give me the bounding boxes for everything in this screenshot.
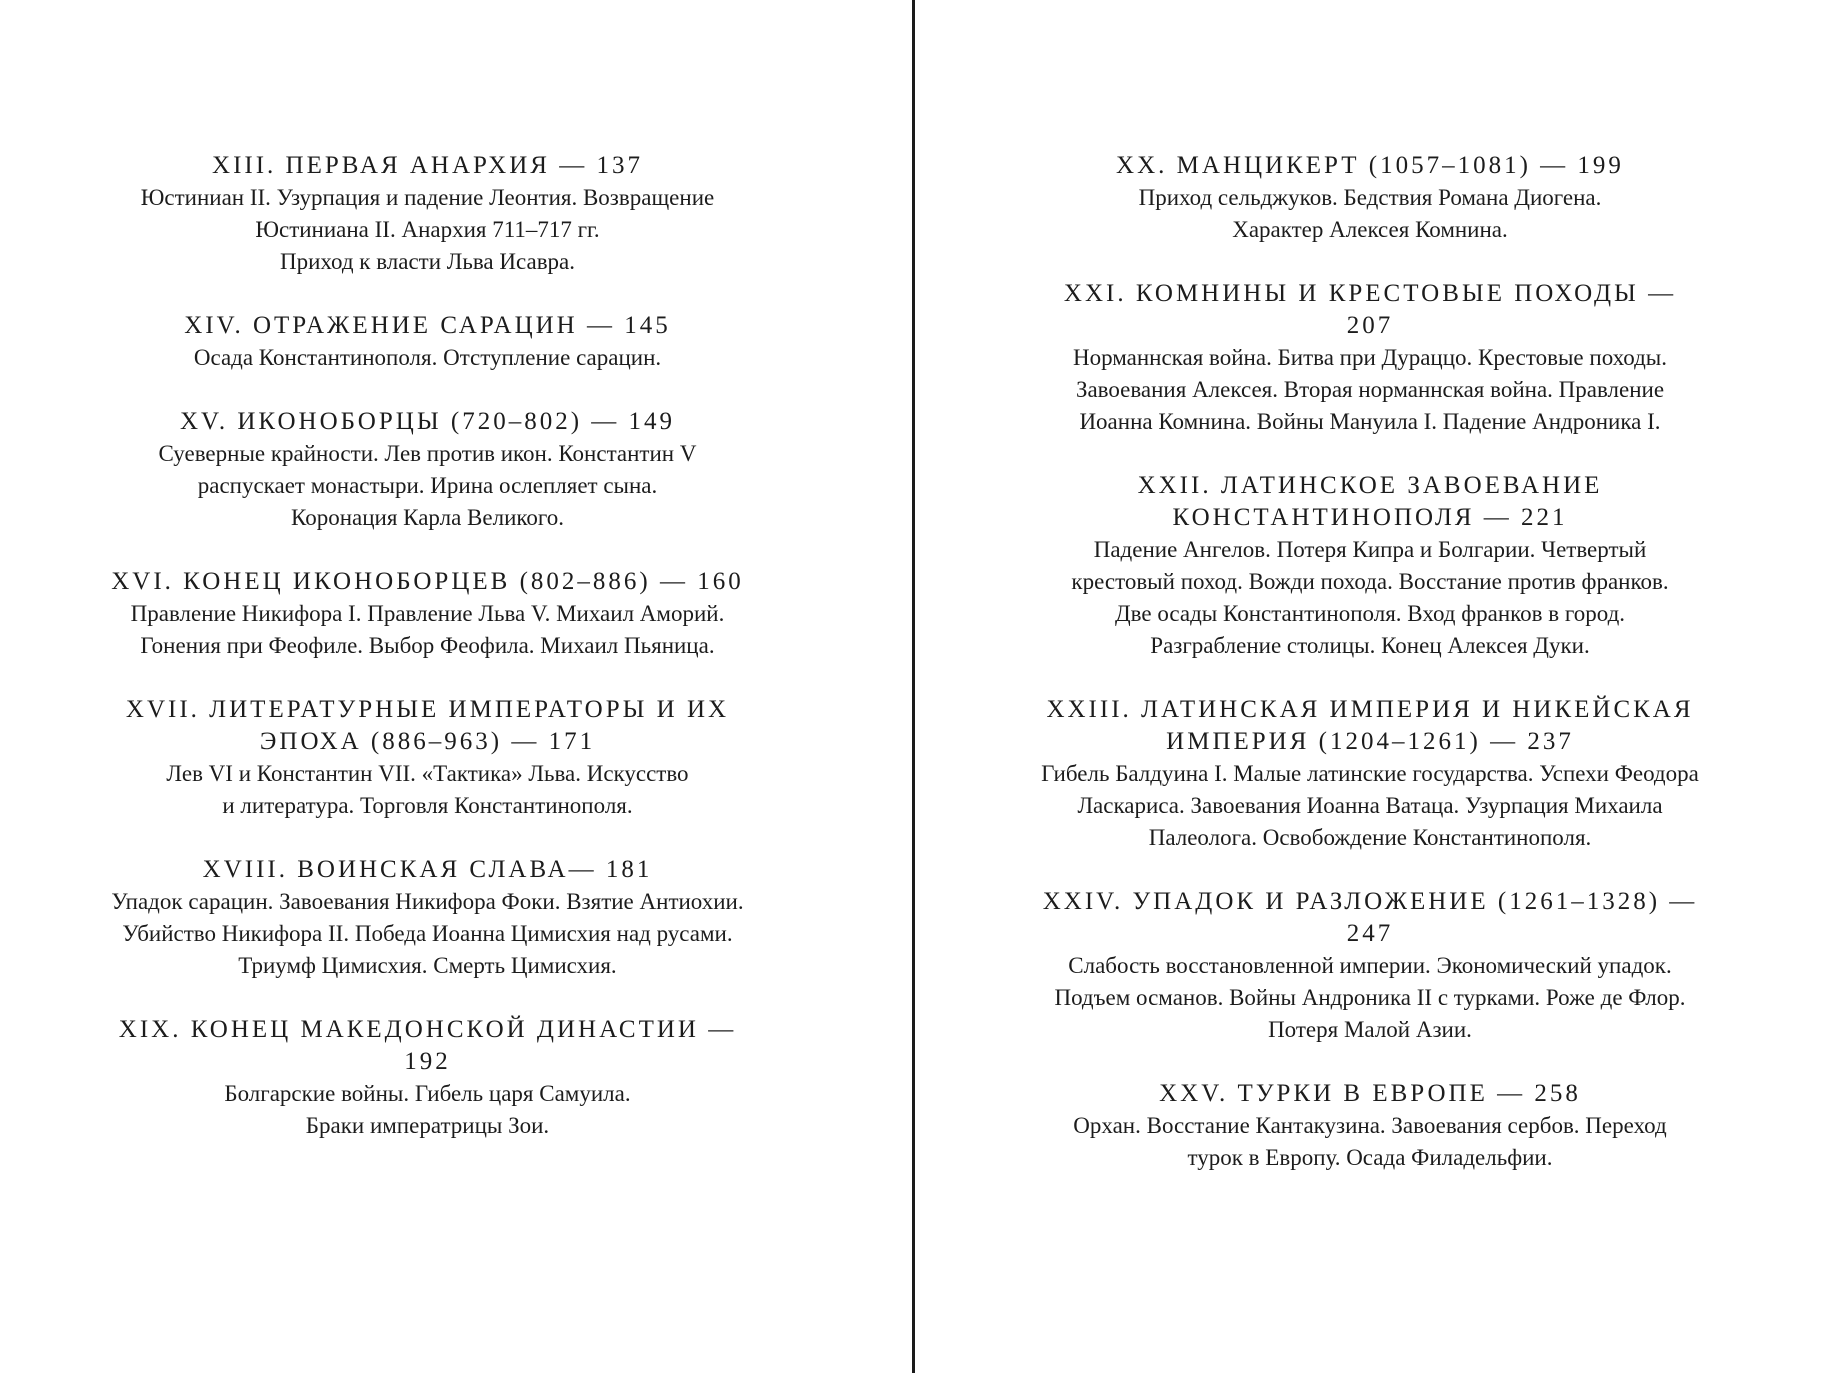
heading-line: XV. ИКОНОБОРЦЫ (720–802) — 149: [179, 408, 676, 435]
description-line: Орхан. Восстание Кантакузина. Завоевания сербов. Переход: [1073, 1113, 1667, 1138]
chapter-heading: [1020, 278, 1720, 342]
chapter-heading: [100, 310, 755, 342]
heading-line: ЭПОХА (886–963) — 171: [259, 728, 596, 755]
chapter-description: [1020, 1110, 1720, 1174]
chapter-description: [1020, 182, 1720, 246]
chapter-description: [100, 342, 755, 374]
description-line: Гибель Балдуина I. Малые латинские государства. Успехи Феодора: [1041, 761, 1699, 786]
chapter-heading: [100, 1014, 755, 1078]
chapter-entry: [1020, 278, 1720, 438]
heading-line: XIII. ПЕРВАЯ АНАРХИЯ — 137: [212, 152, 643, 179]
description-line: Потеря Малой Азии.: [1268, 1017, 1472, 1042]
description-line: Болгарские войны. Гибель царя Самуила.: [224, 1081, 631, 1106]
heading-line: XVI. КОНЕЦ ИКОНОБОРЦЕВ (802–886) — 160: [111, 568, 744, 595]
chapter-entry: [100, 1014, 755, 1142]
description-line: Правление Никифора I. Правление Льва V. Михаил Аморий.: [130, 601, 725, 626]
right-page: [1020, 150, 1720, 1206]
chapter-heading: [1020, 1078, 1720, 1110]
description-line: Убийство Никифора II. Победа Иоанна Цимисхия над русами.: [122, 921, 733, 946]
description-line: Разграбление столицы. Конец Алексея Дуки.: [1150, 633, 1590, 658]
heading-line: XXII. ЛАТИНСКОЕ ЗАВОЕВАНИЕ: [1137, 472, 1603, 499]
description-line: Две осады Константинополя. Вход франков в город.: [1114, 601, 1626, 626]
heading-line: 247: [1346, 920, 1394, 947]
heading-line: XIX. КОНЕЦ МАКЕДОНСКОЙ ДИНАСТИИ —: [118, 1016, 737, 1043]
chapter-description: [100, 1078, 755, 1142]
description-line: Характер Алексея Комнина.: [1232, 217, 1508, 242]
description-line: Юстиниан II. Узурпация и падение Леонтия. Возвращение: [140, 185, 715, 210]
chapter-heading: [1020, 470, 1720, 534]
chapter-entry: [1020, 1078, 1720, 1174]
chapter-heading: [100, 694, 755, 758]
heading-line: XVII. ЛИТЕРАТУРНЫЕ ИМПЕРАТОРЫ И ИХ: [125, 696, 730, 723]
chapter-entry: [1020, 886, 1720, 1046]
chapter-heading: [100, 150, 755, 182]
chapter-entry: [1020, 470, 1720, 662]
chapter-entry: [100, 406, 755, 534]
chapter-heading: [1020, 150, 1720, 182]
chapter-entry: [100, 566, 755, 662]
description-line: Завоевания Алексея. Вторая норманнская война. Правление: [1075, 377, 1665, 402]
description-line: Суеверные крайности. Лев против икон. Константин V: [158, 441, 697, 466]
chapter-entry: [100, 310, 755, 374]
description-line: Норманнская война. Битва при Дураццо. Крестовые походы.: [1072, 345, 1667, 370]
heading-line: 207: [1346, 312, 1394, 339]
heading-line: XXV. ТУРКИ В ЕВРОПЕ — 258: [1159, 1080, 1581, 1107]
chapter-entry: [100, 854, 755, 982]
chapter-description: [100, 758, 755, 822]
chapter-description: [1020, 758, 1720, 854]
chapter-description: [1020, 950, 1720, 1046]
description-line: Коронация Карла Великого.: [291, 505, 564, 530]
description-line: Слабость восстановленной империи. Экономический упадок.: [1068, 953, 1672, 978]
chapter-description: [100, 438, 755, 534]
description-line: Осада Константинополя. Отступление сарацин.: [193, 345, 662, 370]
chapter-description: [1020, 342, 1720, 438]
heading-line: КОНСТАНТИНОПОЛЯ — 221: [1172, 504, 1568, 531]
heading-line: XXIII. ЛАТИНСКАЯ ИМПЕРИЯ И НИКЕЙСКАЯ: [1046, 696, 1694, 723]
description-line: Юстиниана II. Анархия 711–717 гг.: [255, 217, 600, 242]
description-line: Палеолога. Освобождение Константинополя.: [1148, 825, 1592, 850]
description-line: Приход к власти Льва Исавра.: [279, 249, 576, 274]
chapter-entry: [100, 694, 755, 822]
chapter-description: [1020, 534, 1720, 662]
book-spine-divider: [912, 0, 915, 1373]
description-line: крестовый поход. Вожди похода. Восстание против франков.: [1071, 569, 1669, 594]
chapter-heading: [1020, 886, 1720, 950]
chapter-description: [100, 182, 755, 278]
chapter-description: [100, 886, 755, 982]
description-line: Подъем османов. Войны Андроника II с турками. Роже де Флор.: [1054, 985, 1686, 1010]
description-line: Иоанна Комнина. Войны Мануила I. Падение Андроника I.: [1079, 409, 1661, 434]
description-line: Браки императрицы Зои.: [305, 1113, 550, 1138]
description-line: турок в Европу. Осада Филадельфии.: [1187, 1145, 1553, 1170]
chapter-heading: [100, 854, 755, 886]
chapter-heading: [100, 406, 755, 438]
description-line: Ласкариса. Завоевания Иоанна Ватаца. Узурпация Михаила: [1077, 793, 1663, 818]
description-line: Гонения при Феофиле. Выбор Феофила. Михаил Пьяница.: [140, 633, 715, 658]
heading-line: XXIV. УПАДОК И РАЗЛОЖЕНИЕ (1261–1328) —: [1042, 888, 1698, 915]
description-line: Триумф Цимисхия. Смерть Цимисхия.: [238, 953, 617, 978]
heading-line: 192: [404, 1048, 451, 1075]
heading-line: XIV. ОТРАЖЕНИЕ САРАЦИН — 145: [184, 312, 671, 339]
description-line: и литература. Торговля Константинополя.: [222, 793, 633, 818]
chapter-description: [100, 598, 755, 662]
chapter-heading: [1020, 694, 1720, 758]
description-line: Падение Ангелов. Потеря Кипра и Болгарии. Четвертый: [1093, 537, 1647, 562]
chapter-heading: [100, 566, 755, 598]
left-page: [100, 150, 755, 1174]
heading-line: XX. МАНЦИКЕРТ (1057–1081) — 199: [1116, 152, 1624, 179]
heading-line: ИМПЕРИЯ (1204–1261) — 237: [1166, 728, 1574, 755]
description-line: Лев VI и Константин VII. «Тактика» Льва. Искусство: [166, 761, 689, 786]
chapter-entry: [1020, 694, 1720, 854]
heading-line: XXI. КОМНИНЫ И КРЕСТОВЫЕ ПОХОДЫ —: [1063, 280, 1677, 307]
heading-line: XVIII. ВОИНСКАЯ СЛАВА— 181: [202, 856, 653, 883]
description-line: Упадок сарацин. Завоевания Никифора Фоки. Взятие Антиохии.: [111, 889, 744, 914]
chapter-entry: [100, 150, 755, 278]
description-line: Приход сельджуков. Бедствия Романа Диогена.: [1138, 185, 1602, 210]
description-line: распускает монастыри. Ирина ослепляет сына.: [197, 473, 658, 498]
chapter-entry: [1020, 150, 1720, 246]
